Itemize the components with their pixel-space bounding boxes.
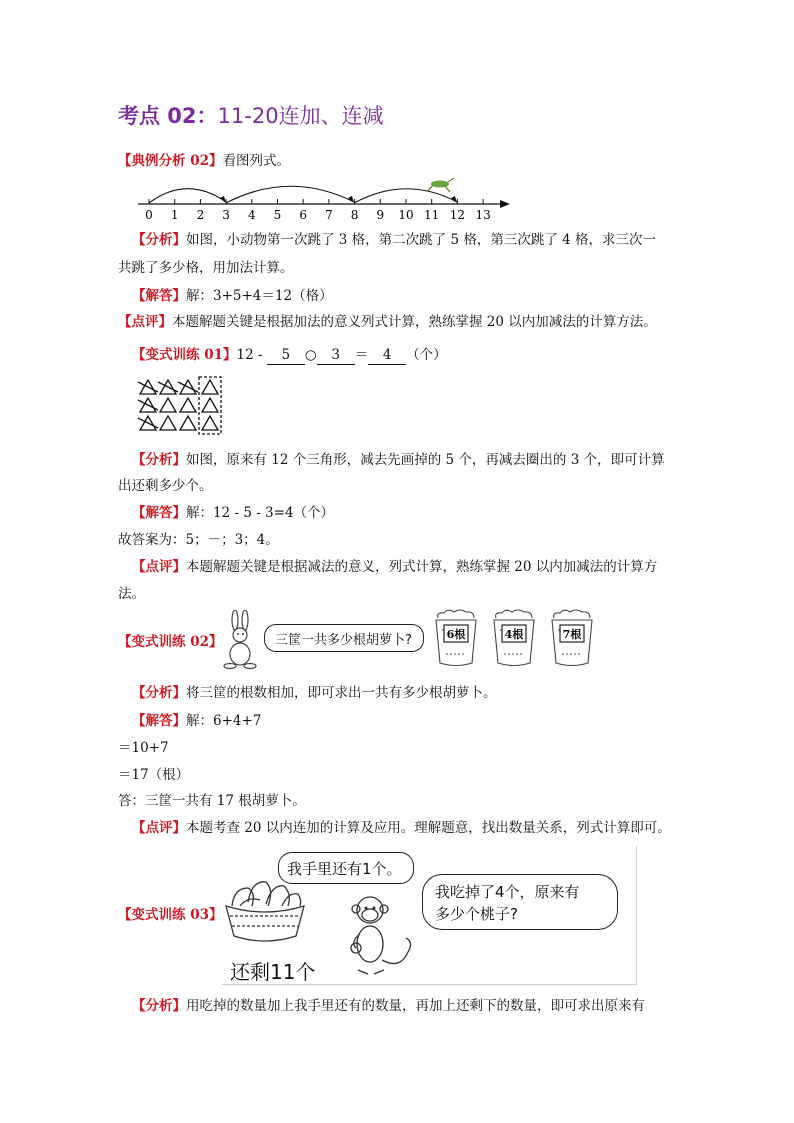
ex3-bubble-text: 三筐一共多少根胡萝卜? — [275, 633, 412, 648]
analysis-tag: 【分析】 — [132, 685, 186, 701]
ex1-answer-text: 解：3+5+4＝12（格） — [186, 288, 333, 304]
ex4-speech-bubble-1 — [278, 852, 414, 884]
ex4-figure — [222, 846, 637, 985]
comment-tag: 【点评】 — [132, 820, 186, 836]
ex2-comment-text: 本题解题关键是根据减法的意义，列式计算，熟练掌握 20 以内加减法的计算方 — [186, 559, 658, 575]
answer-tag: 【解答】 — [132, 505, 186, 521]
ex2-answer-text: 解：12 - 5 - 3=4（个） — [186, 505, 335, 521]
ex3-answer-line — [132, 712, 261, 730]
ex1-comment-line — [118, 313, 657, 331]
nl-label: 3 — [222, 208, 230, 222]
ex2-analysis-line1 — [132, 451, 665, 469]
nl-label: 8 — [350, 208, 359, 222]
ex4-tag-line — [118, 906, 223, 924]
comment-tag: 【点评】 — [118, 314, 172, 330]
ex3-reply: 答：三筐一共有 17 根胡萝卜。 — [118, 793, 306, 809]
nl-label: 1 — [170, 208, 179, 222]
answer-blank: 4 — [368, 346, 406, 365]
jump-arc — [149, 189, 226, 203]
ex3-analysis-text: 将三筐的根数相加，即可求出一共有多少根胡萝卜。 — [186, 685, 497, 701]
title-main: 11-20连加、连减 — [217, 104, 384, 128]
answer-tag: 【解答】 — [132, 288, 186, 304]
number-line-labels — [145, 208, 491, 222]
ex1-tag: 【典例分析 02】 — [118, 153, 223, 169]
ex3-speech-bubble — [264, 624, 424, 652]
triangles-figure — [136, 376, 226, 438]
nl-label: 4 — [247, 208, 256, 222]
nl-label: 2 — [196, 208, 205, 222]
ex4-remaining-label: 还剩11个 — [230, 960, 316, 984]
nl-label: 13 — [475, 208, 491, 222]
ex3-answer-text: 解：6+4+7 — [186, 713, 262, 729]
ex3-step2: ＝17（根） — [118, 767, 190, 783]
jump-arc — [226, 186, 354, 203]
ex2-tag: 【变式训练 01】 — [132, 347, 237, 363]
section-title — [118, 100, 384, 130]
ex3-analysis-line — [132, 684, 497, 702]
ex1-answer-line — [132, 287, 333, 305]
ex3-comment-text: 本题考查 20 以内连加的计算及应用。理解题意，找出数量关系，列式计算即可。 — [186, 820, 671, 836]
ex2-final-answer: 故答案为：5；－；3；4。 — [118, 532, 279, 548]
ex1-question: 看图列式。 — [222, 153, 290, 169]
basket-label: 4根 — [504, 628, 524, 641]
ex4-bubble2-line2: 多少个桃子? — [435, 905, 518, 923]
nl-label: 12 — [449, 208, 466, 222]
nl-label: 7 — [325, 208, 333, 222]
ex1-comment-text: 本题解题关键是根据加法的意义列式计算，熟练掌握 20 以内加减法的计算方法。 — [172, 314, 657, 330]
nl-label: 0 — [145, 208, 153, 222]
number-line-figure — [136, 172, 516, 224]
ex2-analysis-line2: 出还剩多少个。 — [118, 478, 213, 494]
baskets-figure — [428, 608, 606, 670]
ex3-tag: 【变式训练 02】 — [118, 634, 223, 650]
nl-label: 11 — [424, 208, 440, 222]
ex4-analysis-text: 用吃掉的数量加上我手里还有的数量，再加上还剩下的数量，即可求出原来有 — [186, 998, 645, 1014]
title-prefix: 考点 02： — [118, 104, 218, 128]
grasshopper-icon — [428, 178, 454, 192]
comment-tag: 【点评】 — [132, 559, 186, 575]
nl-label: 9 — [376, 208, 385, 222]
ex4-analysis-line — [132, 997, 645, 1015]
ex2-comment-line2: 法。 — [118, 586, 145, 602]
ex2-unit: （个） — [406, 347, 447, 363]
ex4-bubble1-text: 我手里还有1个。 — [287, 860, 402, 878]
answer-tag: 【解答】 — [132, 713, 186, 729]
ex3-step1: ＝10+7 — [118, 740, 169, 756]
basket-label: 6根 — [446, 628, 466, 641]
ex4-speech-bubble-2 — [422, 874, 618, 930]
ex2-eq-a: 12 - — [236, 347, 263, 363]
monkey-icon — [346, 890, 426, 980]
analysis-tag: 【分析】 — [132, 452, 186, 468]
basket-label: 7根 — [562, 628, 582, 641]
ex2-question-line — [132, 346, 447, 365]
ex3-tag-line — [118, 633, 223, 651]
ex2-comment-line1 — [132, 558, 657, 576]
ex2-answer-line — [132, 504, 334, 522]
ex3-comment-line — [132, 819, 671, 837]
ex2-eq-sign: ＝ — [354, 347, 369, 363]
number-line-ticks — [149, 199, 483, 204]
ex4-tag: 【变式训练 03】 — [118, 907, 223, 923]
ex2-circle: ○ — [304, 347, 317, 363]
ex4-bubble2-line1: 我吃掉了4个，原来有 — [435, 883, 580, 901]
nl-label: 5 — [273, 208, 282, 222]
nl-label: 10 — [398, 208, 414, 222]
ex1-analysis-line1 — [132, 231, 656, 249]
ex2-analysis-text: 如图，原来有 12 个三角形，减去先画掉的 5 个，再减去圈出的 3 个，即可计算 — [186, 452, 665, 468]
answer-blank: 3 — [317, 346, 355, 365]
analysis-tag: 【分析】 — [132, 998, 186, 1014]
analysis-tag: 【分析】 — [132, 232, 186, 248]
rabbit-icon — [218, 610, 268, 670]
ex1-analysis-text: 如图，小动物第一次跳了 3 格，第二次跳了 5 格，第三次跳了 4 格，求三次一 — [186, 232, 657, 248]
nl-label: 6 — [299, 208, 308, 222]
ex1-analysis-line2: 共跳了多少格，用加法计算。 — [118, 260, 294, 276]
answer-blank: 5 — [267, 346, 305, 365]
ex1-question-line — [118, 152, 290, 170]
